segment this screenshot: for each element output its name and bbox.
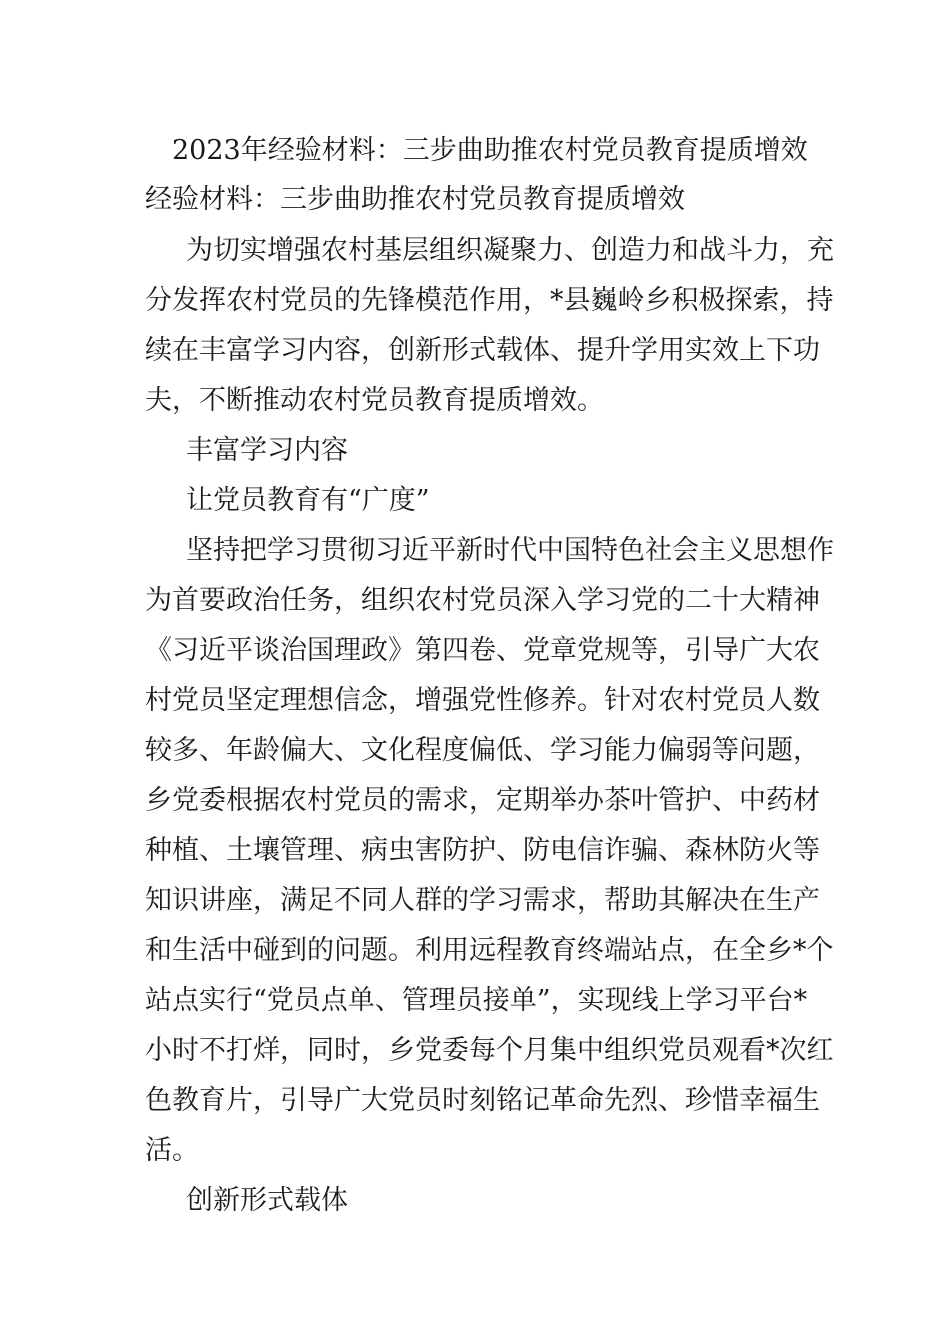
paragraph-line: 为首要政治任务，组织农村党员深入学习党的二十大精神 — [145, 585, 820, 616]
paragraph-line: 小时不打烊，同时，乡党委每个月集中组织党员观看*次红 — [145, 1035, 834, 1066]
paragraph-line: 坚持把学习贯彻习近平新时代中国特色社会主义思想作 — [186, 535, 834, 566]
section-heading: 创新形式载体 — [186, 1185, 348, 1216]
paragraph-line: 站点实行“党员点单、管理员接单”，实现线上学习平台* — [145, 985, 808, 1016]
paragraph-line: 种植、土壤管理、病虫害防护、防电信诈骗、森林防火等 — [145, 835, 820, 866]
document-subtitle: 经验材料：三步曲助推农村党员教育提质增效 — [145, 184, 685, 215]
paragraph-line: 《习近平谈治国理政》第四卷、党章党规等，引导广大农 — [145, 635, 820, 666]
paragraph-line: 乡党委根据农村党员的需求，定期举办茶叶管护、中药材 — [145, 785, 820, 816]
paragraph-line: 分发挥农村党员的先锋模范作用，*县巍岭乡积极探索，持 — [145, 285, 834, 316]
paragraph-line: 为切实增强农村基层组织凝聚力、创造力和战斗力，充 — [186, 235, 834, 266]
document-title: 2023年经验材料：三步曲助推农村党员教育提质增效 — [172, 135, 808, 166]
paragraph-line: 和生活中碰到的问题。利用远程教育终端站点，在全乡*个 — [145, 935, 834, 966]
paragraph-line: 较多、年龄偏大、文化程度偏低、学习能力偏弱等问题， — [145, 735, 820, 766]
paragraph-line: 知识讲座，满足不同人群的学习需求，帮助其解决在生产 — [145, 885, 820, 916]
paragraph-line: 活。 — [145, 1135, 199, 1166]
paragraph-line: 续在丰富学习内容，创新形式载体、提升学用实效上下功 — [145, 335, 820, 366]
paragraph-line: 村党员坚定理想信念，增强党性修养。针对农村党员人数 — [145, 685, 820, 716]
section-heading: 丰富学习内容 — [186, 435, 348, 466]
section-subheading: 让党员教育有“广度” — [186, 485, 430, 516]
paragraph-line: 夫，不断推动农村党员教育提质增效。 — [145, 385, 604, 416]
paragraph-line: 色教育片，引导广大党员时刻铭记革命先烈、珍惜幸福生 — [145, 1085, 820, 1116]
